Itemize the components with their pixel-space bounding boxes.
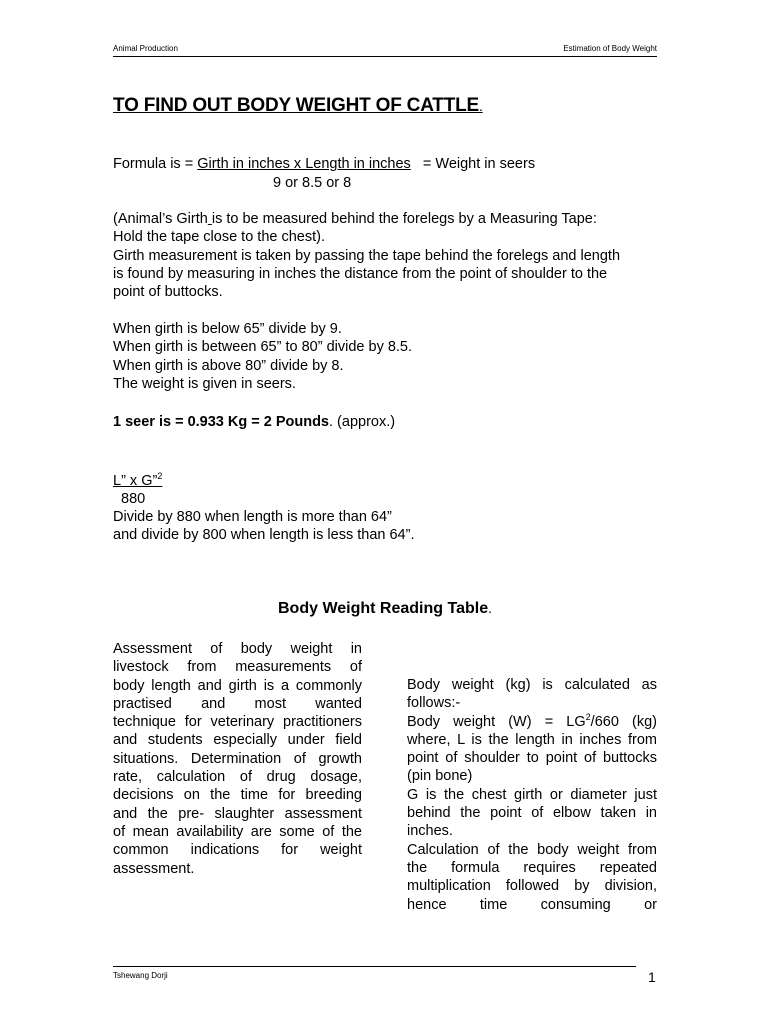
footer-rule	[113, 966, 636, 967]
seer-conversion: 1 seer is = 0.933 Kg = 2 Pounds. (approx.)	[113, 414, 396, 430]
formula2-notes: Divide by 880 when length is more than 64” and divide by 800 when length is less than 64”.	[113, 509, 415, 544]
header-right: Estimation of Body Weight	[563, 44, 657, 53]
left-column: Assessment of body weight in livestock from measurements of body length and girth is a commonly practised and most wanted technique for veterinary practitioners and students especially under field situations. Determination of growth rate, calculation of drug dosage, decisions on the time for breeding and the pre- slaughter assessment of mean availability are some of the common indications for weight assessment.	[113, 641, 362, 877]
rule-line: When girth is below 65” divide by 9.	[113, 321, 342, 337]
rule-line: The weight is given in seers.	[113, 375, 296, 392]
formula2-denominator: 880	[121, 491, 146, 507]
page-number: 1	[648, 969, 656, 985]
notes-paragraph: (Animal’s Girth is to be measured behind the forelegs by a Measuring Tape: Hold the tape close to the chest). Girth measurement is taken by passing the tape behind the forelegs and length is found by measuring in inches the distance from the point of shoulder to the point of buttocks.	[113, 211, 621, 301]
formula-line: Formula is = Girth in inches x Length in inches = Weight in seers	[113, 156, 536, 172]
header-left: Animal Production	[113, 44, 178, 53]
footer-author: Tshewang Dorji	[113, 971, 168, 980]
right-column: Body weight (kg) is calculated as follows:- Body weight $(W) = LG^2/660$ (kg) where, L is the length in inches from point of shoulder to point of buttocks (pin bone) G is the chest girth or diameter just behind the point of elbow taken in inches. Calculation of the body weight from the formula requires repeated multiplication followed by division, hence time consuming or	[407, 677, 657, 913]
section-title: Body Weight Reading Table.	[278, 600, 492, 617]
rule-line: When girth is above 80” divide by 8.	[113, 357, 344, 374]
formula-numerator: Girth in inches x Length in inches	[197, 156, 411, 172]
page-title: TO FIND OUT BODY WEIGHT OF CATTLE.	[113, 95, 483, 116]
rules-paragraph	[113, 320, 412, 393]
formula2-numerator: L” x G”$^2$	[113, 471, 163, 489]
formula-denominator: 9 or 8.5 or 8	[273, 175, 352, 191]
rule-line: When girth is between 65” to 80” divide by 8.5.	[113, 339, 413, 356]
header-rule	[113, 56, 657, 57]
